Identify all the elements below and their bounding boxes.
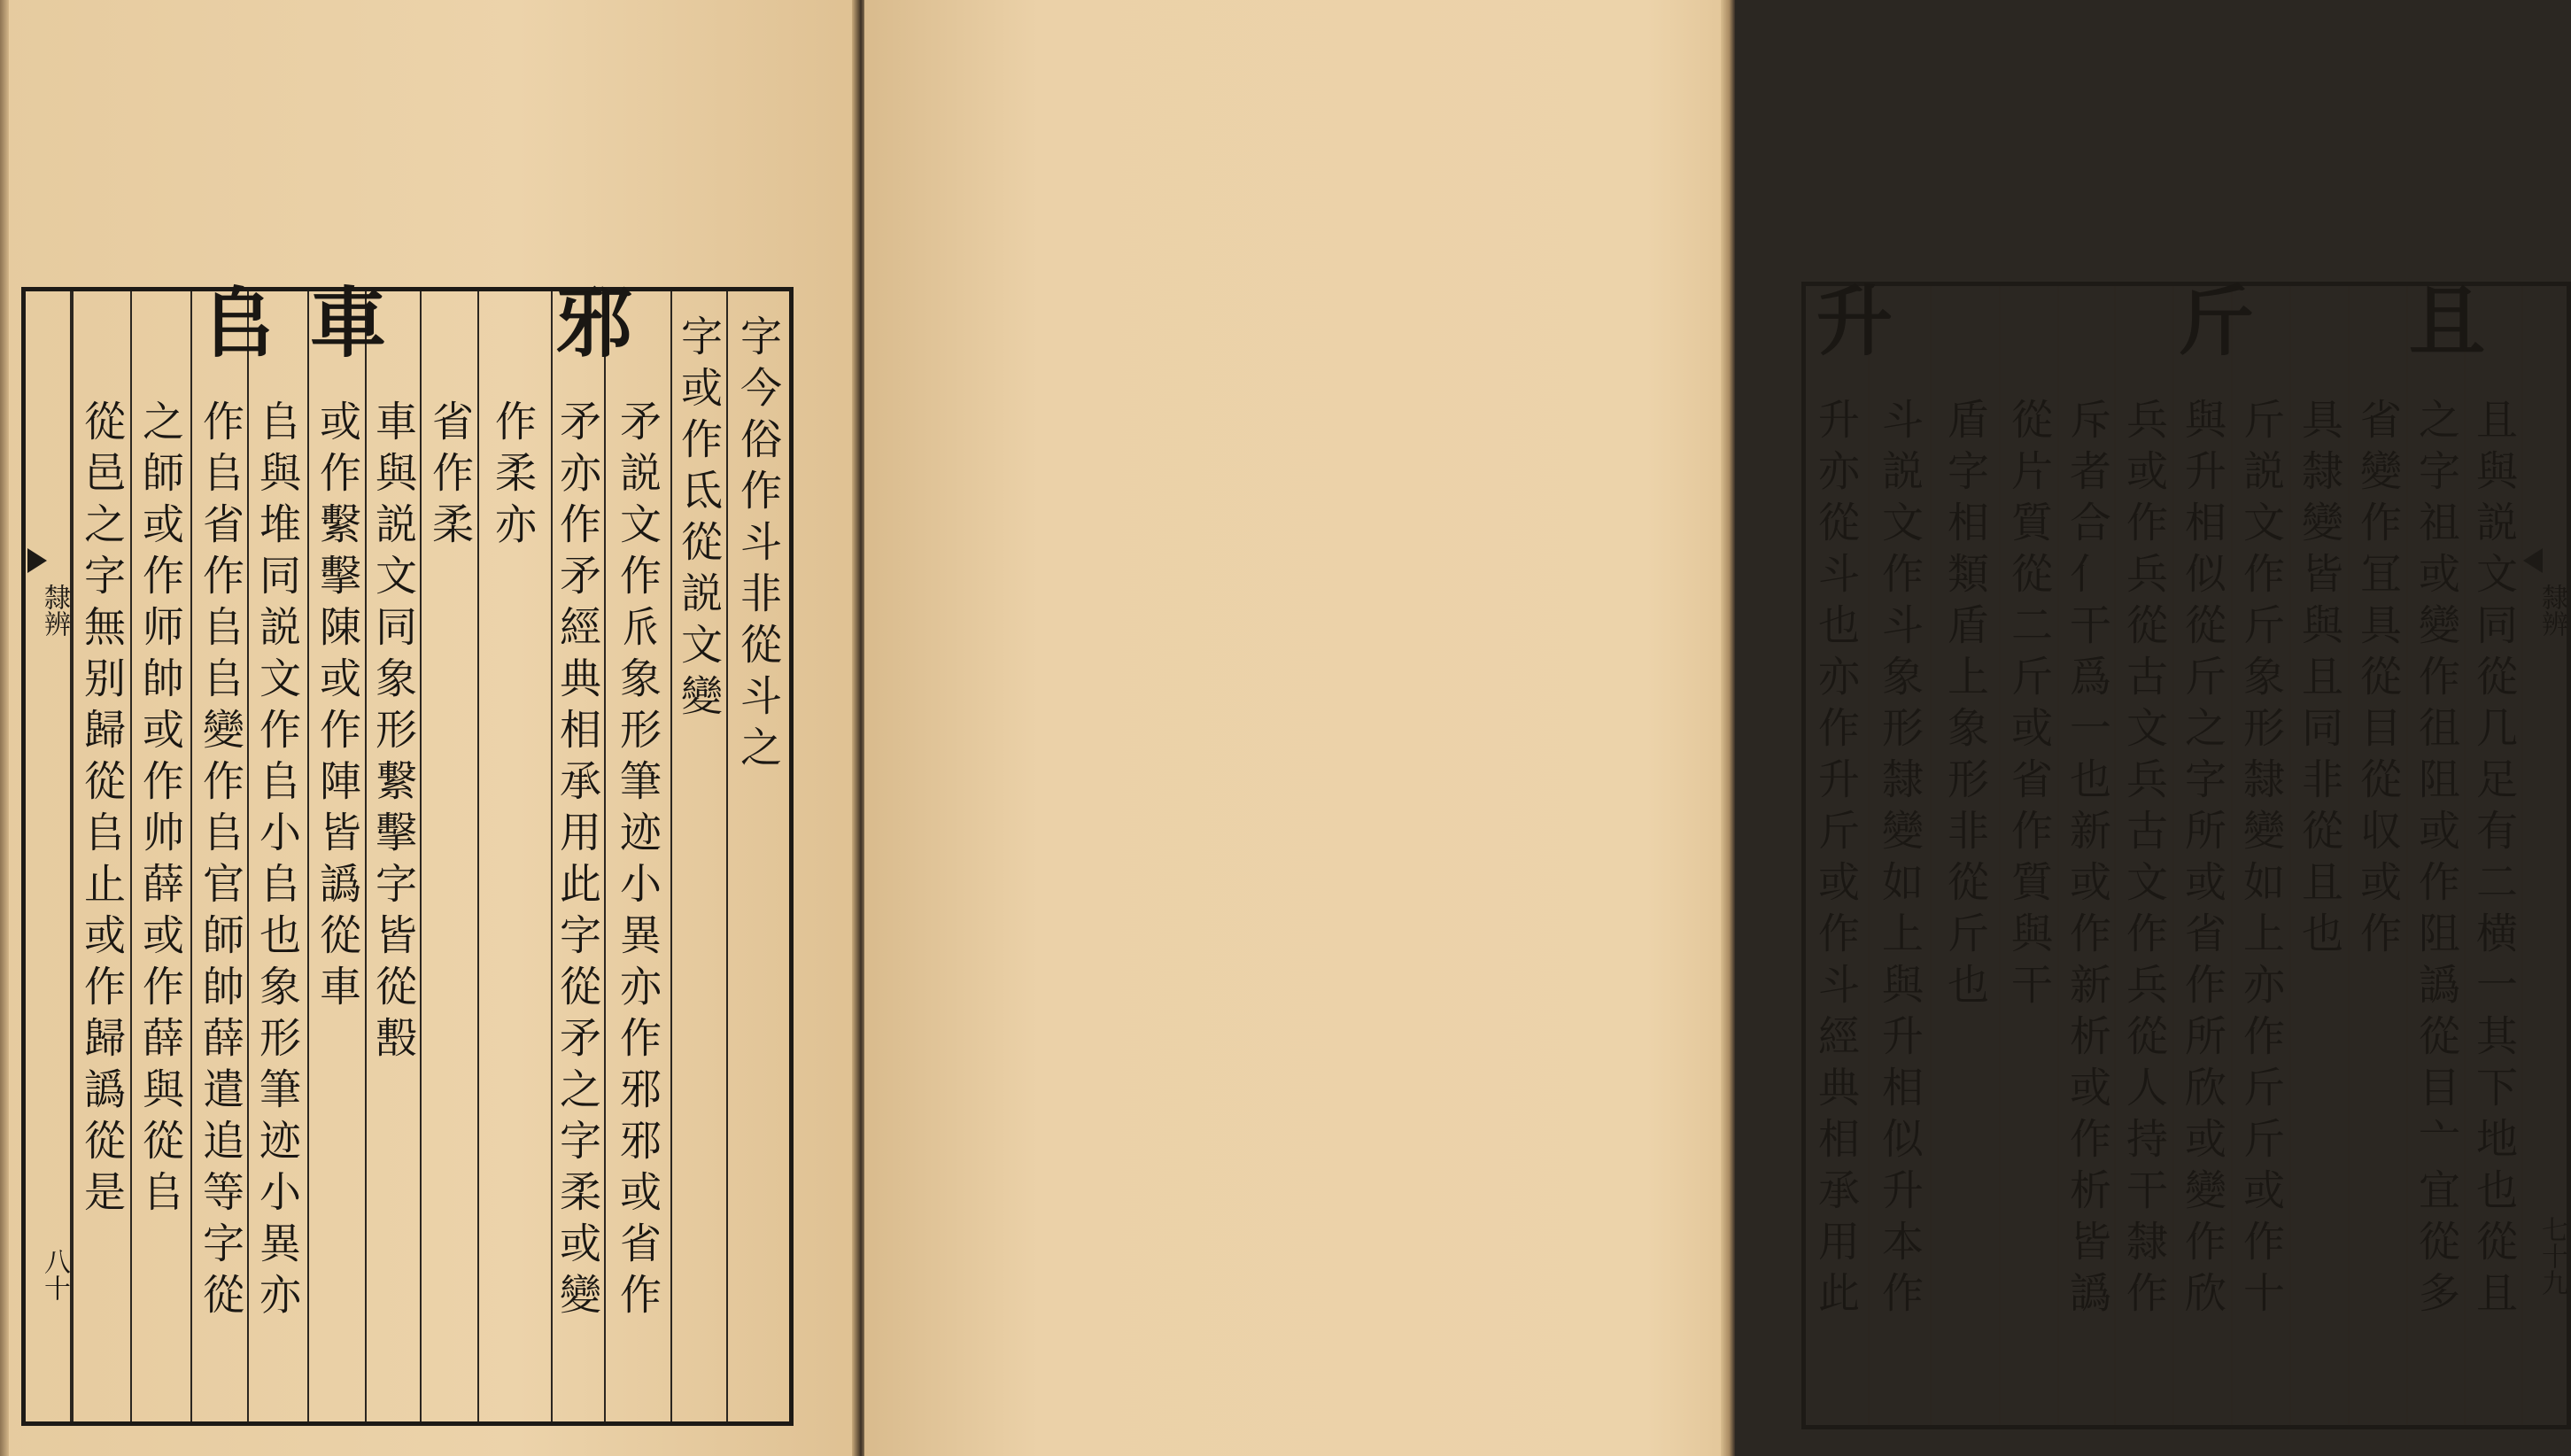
left-heading-dui: 𠂤 bbox=[188, 283, 277, 364]
right-fold-page-number: 七十九 bbox=[2536, 1216, 2567, 1296]
right-column-9 bbox=[1999, 286, 2057, 1425]
right-column-11-text: 斗説文作斗象形隸變如上與升相似升本作 bbox=[1875, 398, 1924, 1322]
left-column-1-text: 字今俗作斗非從斗之 bbox=[733, 314, 782, 777]
left-column-1 bbox=[726, 291, 790, 1421]
fold-marker-icon bbox=[27, 548, 47, 573]
right-text-frame bbox=[1801, 282, 2571, 1429]
left-column-9-text: 𠂤與堆同説文作𠂤小𠂤也象形筆迹小異亦 bbox=[252, 399, 301, 1324]
right-column-4-text: 具隸變皆與且同非從且也 bbox=[2295, 398, 2343, 963]
right-column-9-text: 從片質從二斤或省作質與干 bbox=[2004, 398, 2053, 1014]
left-text-frame bbox=[21, 283, 794, 1426]
left-column-7-text: 車與説文同象形繋擊字皆從毄 bbox=[368, 399, 417, 1067]
left-column-5-text: 作柔亦 bbox=[488, 399, 537, 554]
right-column-3 bbox=[2348, 286, 2406, 1425]
right-column-12 bbox=[1806, 286, 1868, 1425]
left-column-4-text: 矛亦作矛經典相承用此字從矛之字柔或變 bbox=[553, 399, 601, 1324]
right-column-1-text: 且與説文同從几足有二横一其下地也從且 bbox=[2469, 398, 2518, 1322]
right-page-edge bbox=[1721, 0, 1735, 1456]
left-fold-title: 隸辨 bbox=[39, 584, 70, 637]
right-heading-jin: 斤 bbox=[2164, 281, 2254, 362]
fold-marker-icon bbox=[2523, 548, 2543, 573]
right-column-6-text: 與升相似從斤之字所或省作所欣或變作欣 bbox=[2178, 398, 2226, 1322]
right-heading-qie: 且 bbox=[2396, 281, 2485, 362]
left-fold-page-number: 八十 bbox=[39, 1248, 70, 1301]
right-column-10 bbox=[1930, 286, 1999, 1425]
left-page bbox=[0, 0, 861, 1456]
right-page bbox=[864, 0, 2567, 1456]
right-column-8-text: 斥者合亻干爲一也新或作新析或作析皆譌 bbox=[2063, 398, 2111, 1322]
right-column-4 bbox=[2289, 286, 2348, 1425]
left-column-10-text: 作𠂤省作𠂤𠂤變作𠂤官師帥薛遣追等字從 bbox=[196, 399, 244, 1324]
left-column-12 bbox=[72, 291, 130, 1421]
right-column-2 bbox=[2406, 286, 2464, 1425]
right-column-7-text: 兵或作兵從古文兵古文作兵從人持干隸作 bbox=[2119, 398, 2168, 1322]
right-column-2-text: 之字祖或變作徂阻或作阻譌從目亠宜從多 bbox=[2412, 398, 2460, 1322]
right-column-5-text: 斤説文作斤象形隸變如上亦作斤斤或作十 bbox=[2236, 398, 2285, 1322]
left-column-3-text: 矛説文作𠂢象形筆迹小異亦作邪邪或省作 bbox=[613, 399, 662, 1324]
left-column-12-text: 從邑之字無别歸從𠂤止或作歸譌從是 bbox=[77, 399, 126, 1221]
right-column-12-text: 升亦從斗也亦作升斤或作斗經典相承用此 bbox=[1811, 398, 1860, 1322]
right-column-7 bbox=[2114, 286, 2172, 1425]
right-column-3-text: 省變作冝具從目從収或作 bbox=[2353, 398, 2402, 963]
left-column-8 bbox=[307, 291, 365, 1421]
right-heading-sheng: 升 bbox=[1803, 281, 1893, 362]
right-column-8 bbox=[2057, 286, 2114, 1425]
left-column-10 bbox=[190, 291, 247, 1421]
left-column-6-text: 省作柔 bbox=[425, 399, 474, 554]
left-column-8-text: 或作繫擊陳或作陣皆譌從車 bbox=[313, 399, 361, 1016]
right-column-10-text: 盾字相類盾上象形非從斤也 bbox=[1940, 398, 1989, 1014]
left-fold-column bbox=[26, 291, 72, 1421]
left-column-11 bbox=[130, 291, 190, 1421]
left-column-4 bbox=[551, 291, 604, 1421]
left-column-2-text: 字或作氐從説文變 bbox=[674, 314, 723, 725]
left-page-edge bbox=[0, 0, 9, 1456]
left-column-6 bbox=[420, 291, 477, 1421]
left-column-2 bbox=[670, 291, 726, 1421]
right-column-6 bbox=[2172, 286, 2231, 1425]
left-column-11-text: 之師或作师帥或作帅薛或作薛與從𠂤 bbox=[136, 399, 184, 1221]
right-fold-title: 隸辨 bbox=[2536, 584, 2567, 637]
left-heading-che: 車 bbox=[297, 283, 386, 364]
left-column-5 bbox=[477, 291, 551, 1421]
left-heading-mao: 邪 bbox=[543, 283, 632, 364]
right-fold-column bbox=[2521, 286, 2567, 1425]
